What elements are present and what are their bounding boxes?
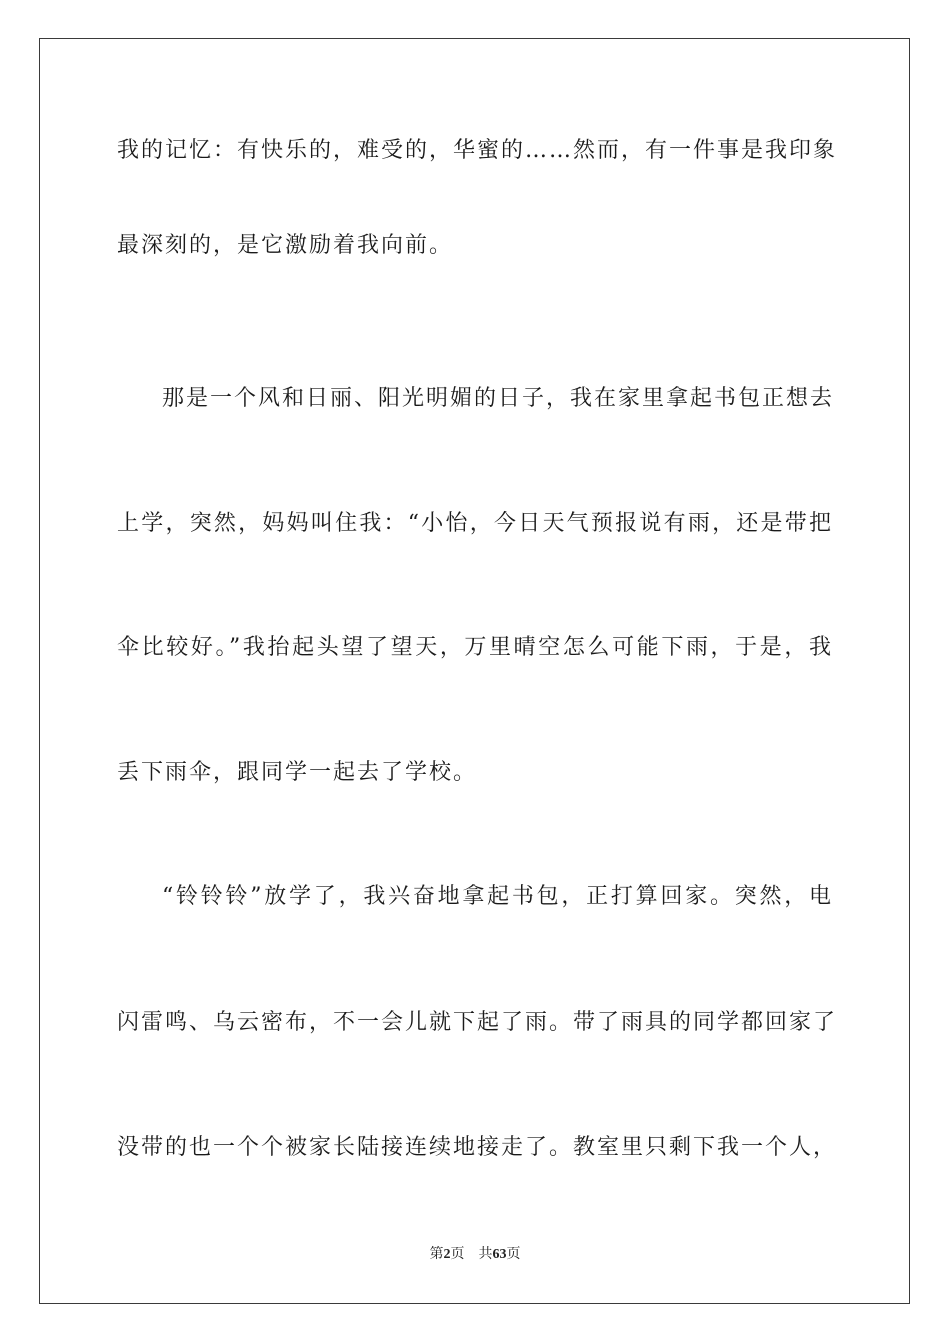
page-number: 2 [443,1247,451,1262]
paragraph-line: 闪雷鸣、乌云密布，不一会儿就下起了雨。带了雨具的同学都回家了 [117,1010,838,1035]
paragraph-line: 没带的也一个个被家长陆接连续地接走了。教室里只剩下我一个人， [117,1135,838,1160]
paragraph-line: 我的记忆：有快乐的，难受的，华蜜的……然而，有一件事是我印象 [117,138,838,163]
paragraph-line: 最深刻的，是它激励着我向前。 [117,233,454,258]
paragraph-line: “铃铃铃”放学了，我兴奋地拿起书包，正打算回家。突然，电 [162,884,833,909]
paragraph-line: 上学，突然，妈妈叫住我：“小怡，今日天气预报说有雨，还是带把 [117,511,833,536]
total-prefix: 共 [478,1246,493,1262]
page-prefix: 第 [429,1246,444,1262]
paragraph-line: 伞比较好。”我抬起头望了望天，万里晴空怎么可能下雨，于是，我 [117,635,833,660]
total-suffix: 页 [506,1246,521,1262]
paragraph-line: 那是一个风和日丽、阳光明媚的日子，我在家里拿起书包正想去 [162,386,835,411]
paragraph-line: 丢下雨伞，跟同学一起去了学校。 [117,760,478,785]
page-suffix: 页 [450,1246,465,1262]
page-border [39,38,910,1304]
total-pages: 63 [492,1247,507,1262]
page-footer [0,1244,950,1265]
